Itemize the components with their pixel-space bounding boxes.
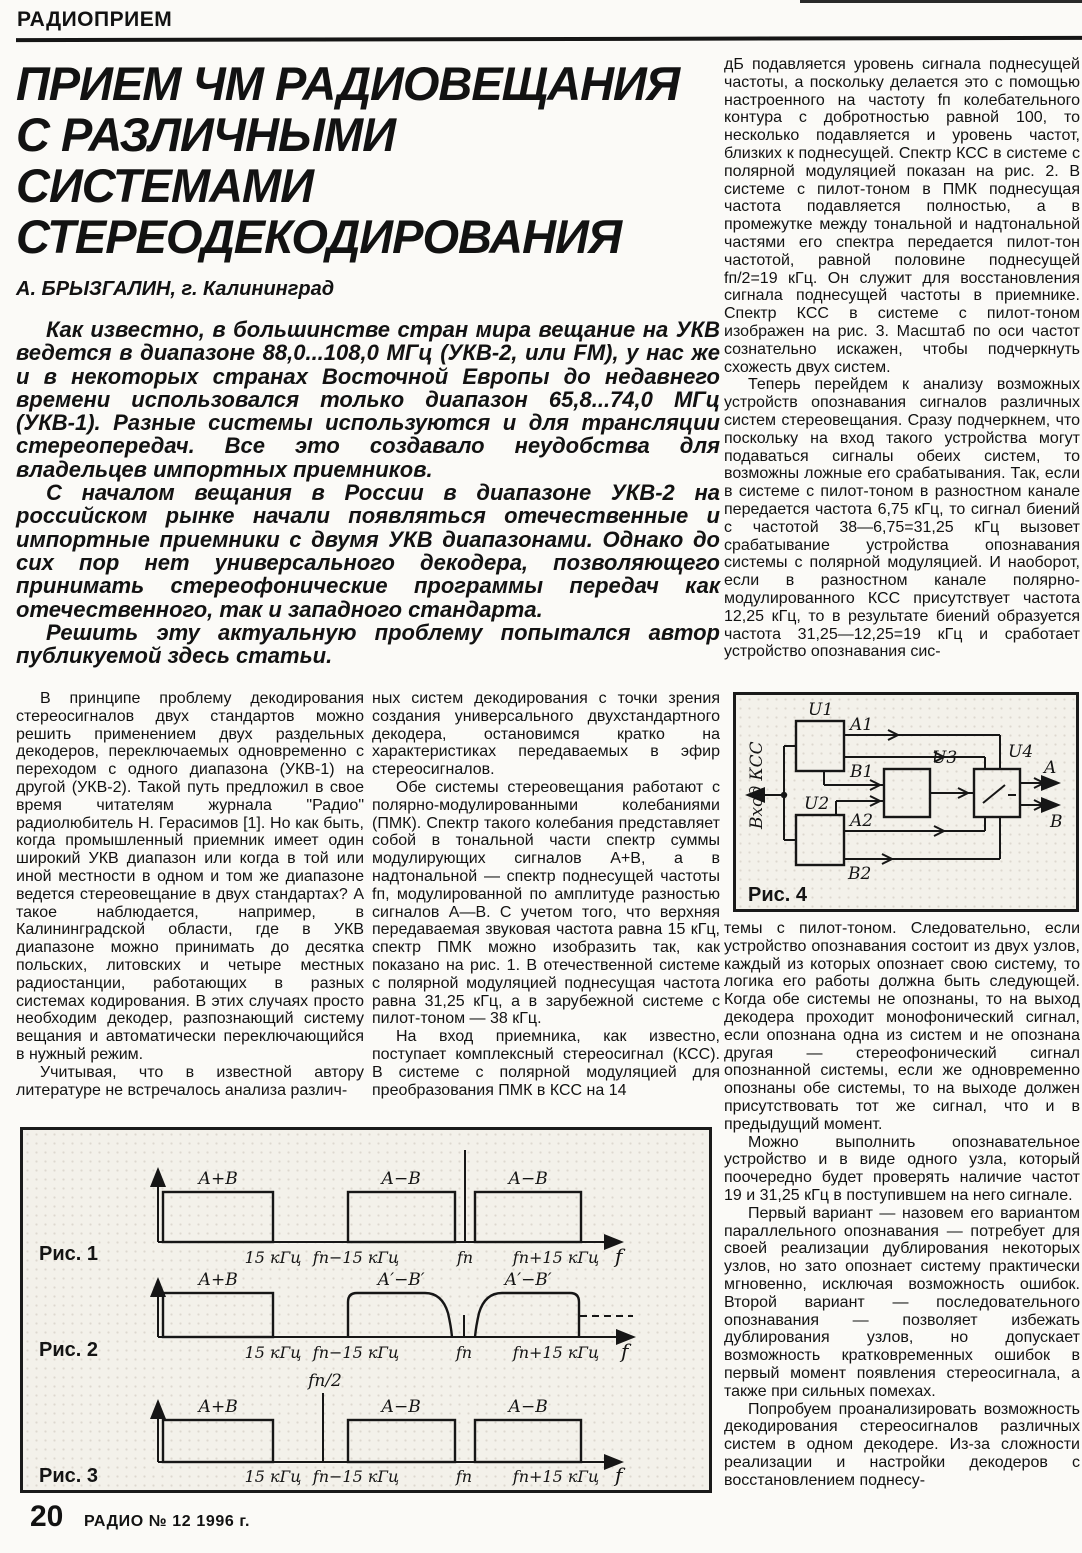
body-paragraph: Попробуем проанализировать возможность декодирования стереосигналов различных систем в одном декодере. Из-за сложности реализации и настройки декодеров с восстановлением поднесу- [724, 1400, 1080, 1489]
band-label: А′−В′ [504, 1270, 552, 1290]
band-sum-rect [163, 1293, 273, 1337]
band-diff-lower-rect [348, 1420, 455, 1462]
band-label: А+В [198, 1169, 238, 1189]
band-label: А−В [508, 1397, 548, 1417]
label-output-b: B [1050, 812, 1063, 832]
title-line: СИСТЕМАМИ [16, 159, 314, 212]
body-paragraph: Учитывая, что в известной автору литературе не встречалось анализа различ- [16, 1063, 364, 1099]
tick-label: 15 кГц [244, 1248, 302, 1267]
band-label: А−В [381, 1169, 421, 1189]
figure-1-polar-pmk-spectrum [39, 1150, 626, 1268]
band-diff-lower-shaped [348, 1293, 452, 1337]
figure-4-block-diagram [733, 692, 1079, 912]
tick-label: fп−15 кГц [312, 1248, 400, 1267]
tick-label: fп−15 кГц [312, 1467, 400, 1486]
tick-label: fп [455, 1467, 473, 1486]
body-column-3-bottom [724, 920, 1080, 1508]
axis-label: f [615, 1463, 623, 1487]
tick-label: fп+15 кГц [512, 1248, 600, 1267]
band-diff-upper-rect [475, 1192, 581, 1242]
label-b2: B2 [848, 864, 872, 884]
figure-2-caption: Рис. 2 [39, 1339, 98, 1361]
lead-abstract [16, 318, 720, 667]
tick-label: fп−15 кГц [312, 1343, 400, 1362]
figure-1-caption: Рис. 1 [39, 1243, 98, 1265]
body-paragraph: ных систем декодирования с точки зрения создания универсального двухстандартного декодера, остановимся кратко на характеристиках передаваемых в эфир стереосигналов. [372, 690, 720, 779]
title-line: СТЕРЕОДЕКОДИРОВАНИЯ [16, 210, 622, 263]
figure-4-caption: Рис. 4 [748, 884, 807, 906]
body-paragraph: дБ подавляется уровень сигнала поднесущей частоты, а поскольку делается это с помощью настроенного на частоту fп колебательного контура с добротностью равной 100, то несколько подавляется и уровень частот, близких к поднесущей. Спектр КСС в системе с полярной модуляцией показан на рис. 2. В системе с пилот-тоном в ПМК поднесущая частота подавляется полностью, а в промежутке между тональной и надтональной частями его спектра передается пилот-тон частотой, равной половине поднесущей fп/2=19 кГц. Он служит для восстановления сигнала поднесущей частоты в приемнике. Спектр КСС в системе с пилот-тоном изображен на рис. 3. Масштаб по оси частот сознательно искажен, чтобы подчеркнуть схожесть двух систем. [724, 56, 1080, 376]
spectra-svg [23, 1130, 709, 1490]
body-paragraph: Можно выполнить опознавательное устройство и в виде одного узла, который поочередно будет проверять наличие частот 19 и 31,25 кГц в поступившем на него сигнале. [724, 1133, 1080, 1204]
label-b1: B1 [850, 762, 874, 782]
axis-label: f [615, 1244, 623, 1268]
title-line: С РАЗЛИЧНЫМИ [16, 108, 396, 161]
body-paragraph: На вход приемника, как известно, поступает комплексный стереосигнал (КСС). В системе с полярной модуляцией для преобразования ПМК в КСС на 14 [372, 1028, 720, 1099]
body-column-3-top [724, 56, 1080, 690]
body-column-1 [16, 690, 364, 1119]
label-output-a: A [1044, 758, 1057, 778]
article-title [16, 58, 726, 262]
label-u2: U2 [804, 794, 830, 814]
band-label: А+В [198, 1397, 238, 1417]
band-label: А−В [381, 1397, 421, 1417]
tick-label: fп [455, 1343, 473, 1362]
kss-input-label: Вход КСС [747, 741, 767, 829]
band-diff-upper-rect [475, 1420, 581, 1462]
article-author: А. БРЫЗГАЛИН, г. Калининград [16, 278, 335, 300]
figure-2-polar-kss-spectrum [39, 1270, 633, 1363]
label-u1: U1 [808, 700, 834, 720]
figure-4-svg [736, 695, 1076, 909]
lead-paragraph: Решить эту актуальную проблему попытался автор публикуемой здесь статьи. [16, 619, 720, 669]
label-a2: A2 [850, 811, 874, 831]
block-u3 [884, 769, 930, 817]
band-label: А+В [198, 1270, 238, 1290]
figure-3-pilot-tone-kss-spectrum [39, 1371, 626, 1487]
pilot-tone-label: fп/2 [308, 1371, 342, 1391]
issue-label: РАДИО № 12 1996 г. [84, 1513, 251, 1530]
body-paragraph: Обе системы стереовещания работают с полярно-модулированными колебаниями (ПМК). Спектр такого колебания представляет собой в тональной части спектр суммы модулирующих сигналов А+В, а в надтональной — спектр поднесущей частоты fп, модулированной по амплитуде разностью сигналов А—В. С учетом того, что верхняя передаваемая звуковая частота равна 15 кГц, спектр ПМК можно изобразить так, как показано на рис. 1. В отечественной системе с полярной модуляцией поднесущая частота равна 31,25 кГц, а в зарубежной системе с пилот-тоном — 38 кГц. [372, 778, 720, 1028]
body-column-2 [372, 690, 720, 1119]
axis-label: f [621, 1339, 629, 1363]
body-paragraph: темы с пилот-тоном. Следовательно, если устройство опознавания состоит из двух узлов, каждый из которых опознает свою систему, то логика его работы должна быть следующей. Когда обе системы не опознаны, то на выход декодера проходит монофонический сигнал, если опознана одна из систем и не опознана другая — стереофонический сигнал опознанной системы, если же одновременно опознаны обе системы, то на выходе должен присутствовать тот же сигнал, что и в предыдущий момент. [724, 920, 1080, 1133]
scan-edge-artifact [800, 0, 1082, 3]
header-rule [16, 36, 1082, 42]
block-u2 [796, 815, 844, 865]
label-u4: U4 [1008, 742, 1034, 762]
band-label: А′−В′ [377, 1270, 425, 1290]
tick-label: fп+15 кГц [512, 1343, 600, 1362]
lead-paragraph: С началом вещания в России в диапазоне УКВ-2 на российском рынке начали появляться отечественные и импортные приемники с двумя УКВ диапазонами. Однако до сих пор нет универсального декодера, позволяющего принимать стереофонические программы передач как отечественного, так и западного стандарта. [16, 480, 720, 622]
figure-3-caption: Рис. 3 [39, 1465, 98, 1487]
block-u1 [796, 721, 844, 771]
title-line: ПРИЕМ ЧМ РАДИОВЕЩАНИЯ [16, 57, 680, 110]
label-u3: U3 [932, 748, 958, 768]
section-header: РАДИОПРИЕМ [17, 8, 173, 31]
block-u4-switch [974, 769, 1020, 817]
body-paragraph: Теперь перейдем к анализу возможных устройств опознавания сигналов различных систем стереовещания. Сразу подчеркнем, что поскольку на вход такого устройства могут подаваться сигналы обеих систем, то возможны ложные его срабатывания. Так, если в системе с пилот-тоном в разностном канале передается частота 6,75 кГц, то сигнал биений с частотой 38—6,75=31,25 кГц вызовет срабатывание устройства опознавания системы с полярной модуляцией. И наоборот, если в разностном канале полярно-модулированного КСС присутствует частота 12,25 кГц, то в результате биений образуется частота 31,25—12,25=19 кГц и сработает устройство опознавания сис- [724, 376, 1080, 661]
label-a1: A1 [850, 715, 874, 735]
band-sum-rect [163, 1420, 273, 1462]
tick-label: 15 кГц [244, 1343, 302, 1362]
band-diff-lower-rect [348, 1192, 455, 1242]
tick-label: 15 кГц [244, 1467, 302, 1486]
page-number: 20 [30, 1500, 64, 1533]
body-paragraph: Первый вариант — назовем его вариантом параллельного опознавания — потребует для своей реализации дублирования некоторых узлов, но зато опознает систему практически мгновенно, исключая возможность ошибок. Второй вариант — последовательного опознавания — позволяет избежать дублирования узлов, но допускает возможность кратковременных ошибок в первый момент появления стереосигнала, а также при сильных помехах. [724, 1204, 1080, 1400]
lead-paragraph: Как известно, в большинстве стран мира вещание на УКВ ведется в диапазоне 88,0...108,0 МГц (УКВ-2, или FM), у нас же и в некоторых странах Восточной Европы до недавнего времени использовался только диапазон 65,8...74,0 МГц (УКВ-1). Разные системы используются и для трансляции стереопередач. Все это создавало неудобства для владельцев импортных приемников. [16, 317, 720, 482]
tick-label: fп+15 кГц [512, 1467, 600, 1486]
band-diff-upper-shaped [475, 1293, 579, 1337]
tick-label: fп [456, 1248, 474, 1267]
band-label: А−В [508, 1169, 548, 1189]
band-sum-rect [163, 1192, 273, 1242]
figure-1-2-3-spectra [20, 1127, 712, 1493]
body-paragraph: В принципе проблему декодирования стереосигналов двух стандартов можно решить применением двух раздельных декодеров, переключаемых одновременно с переходом с одного диапазона (УКВ-1) на другой (УКВ-2). Такой путь предложил в свое время читателям журнала "Радио" радиолюбитель Н. Герасимов [1]. Но как быть, когда промышленный приемник имеет один широкий УКВ диапазон или когда в той или иной местности в одном и том же диапазоне ведется стереовещание в двух стандартах? А такое наблюдается, например, в Калининградской области, где в УКВ диапазоне можно принимать до десятка польских, литовских и четыре местных радиостанции, работающих в разных системах кодирования. В этих случаях просто необходим декодер, разпознающий систему вещания и автоматически переключающийся в нужный режим. [16, 690, 364, 1063]
switch-blade-icon [983, 785, 1005, 803]
